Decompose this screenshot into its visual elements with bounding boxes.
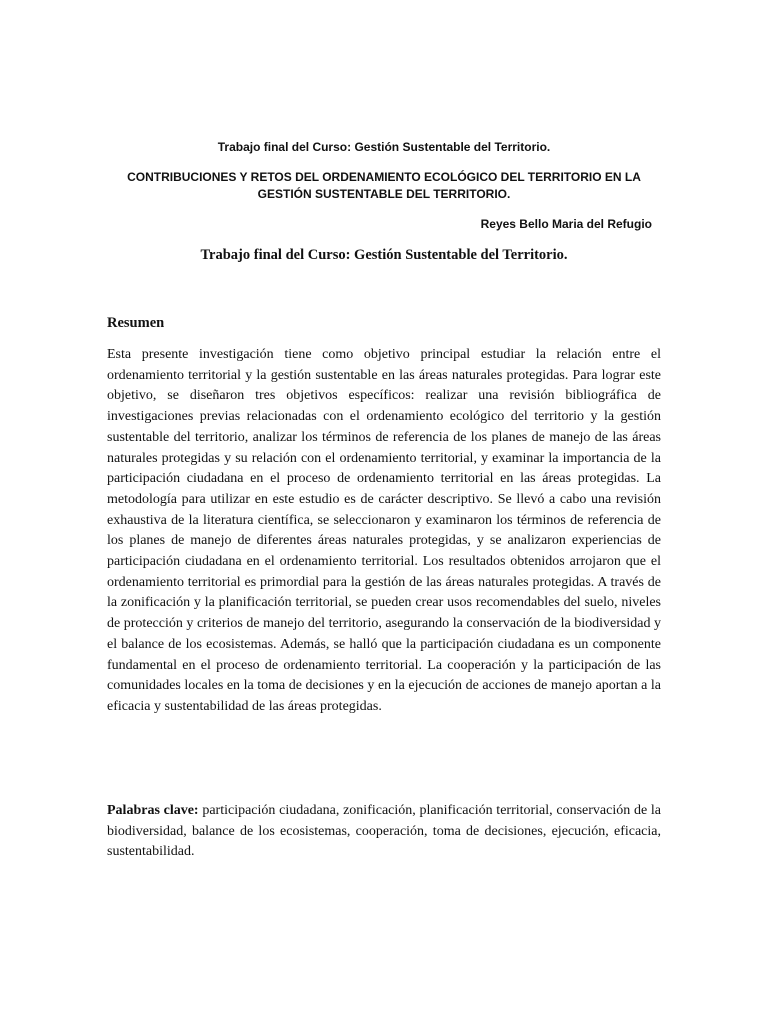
abstract-paragraph: Esta presente investigación tiene como objetivo principal estudiar la relación entre el ordenamiento territorial y la gestión sustentable en las áreas naturales protegidas. Para lograr este objetivo, se diseñaron tres objetivos específicos: realizar una revisión bibliográfica de investigaciones previas relacionadas con el ordenamiento ecológico del territorio y la gestión sustentable del territorio, analizar los términos de referencia de los planes de manejo de las áreas naturales protegidas y su relación con el ordenamiento territorial, y examinar la importancia de la participación ciudadana en el proceso de ordenamiento territorial en las áreas protegidas. La metodología para utilizar en este estudio es de carácter descriptivo. Se llevó a cabo una revisión exhaustiva de la literatura científica, se seleccionaron y examinaron los términos de referencia de los planes de manejo de diferentes áreas naturales protegidas, y se analizaron experiencias de participación ciudadana en el ordenamiento territorial. Los resultados obtenidos arrojaron que el ordenamiento territorial es primordial para la gestión de las áreas naturales protegidas. A través de la zonificación y la planificación territorial, se pueden crear usos recomendables del suelo, niveles de protección y criterios de manejo del territorio, asegurando la conservación de la biodiversidad y el balance de los ecosistemas. Además, se halló que la participación ciudadana es un componente fundamental en el proceso de ordenamiento territorial. La cooperación y la participación de las comunidades locales en la toma de decisiones y en la ejecución de acciones de manejo aportan a la eficacia y sustentabilidad de las áreas protegidas. [107,347,661,714]
keywords-paragraph [107,801,661,863]
document-main-title: CONTRIBUCIONES Y RETOS DEL ORDENAMIENTO ECOLÓGICO DEL TERRITORIO EN LA GESTIÓN SUSTENTABLE DEL TERRITORIO. [127,170,641,201]
author-name: Reyes Bello Maria del Refugio [480,217,652,231]
keywords-label: Palabras clave: [107,803,199,818]
abstract-heading: Resumen [107,315,165,331]
course-header: Trabajo final del Curso: Gestión Sustentable del Territorio. [217,140,551,154]
keywords-list: participación ciudadana, zonificación, planificación territorial, conservación de la biodiversidad, balance de los ecosistemas, cooperación, toma de decisiones, ejecución, eficacia, sustentabilidad. [107,803,662,860]
document-title: Trabajo final del Curso: Gestión Sustentable del Territorio. [200,247,568,263]
